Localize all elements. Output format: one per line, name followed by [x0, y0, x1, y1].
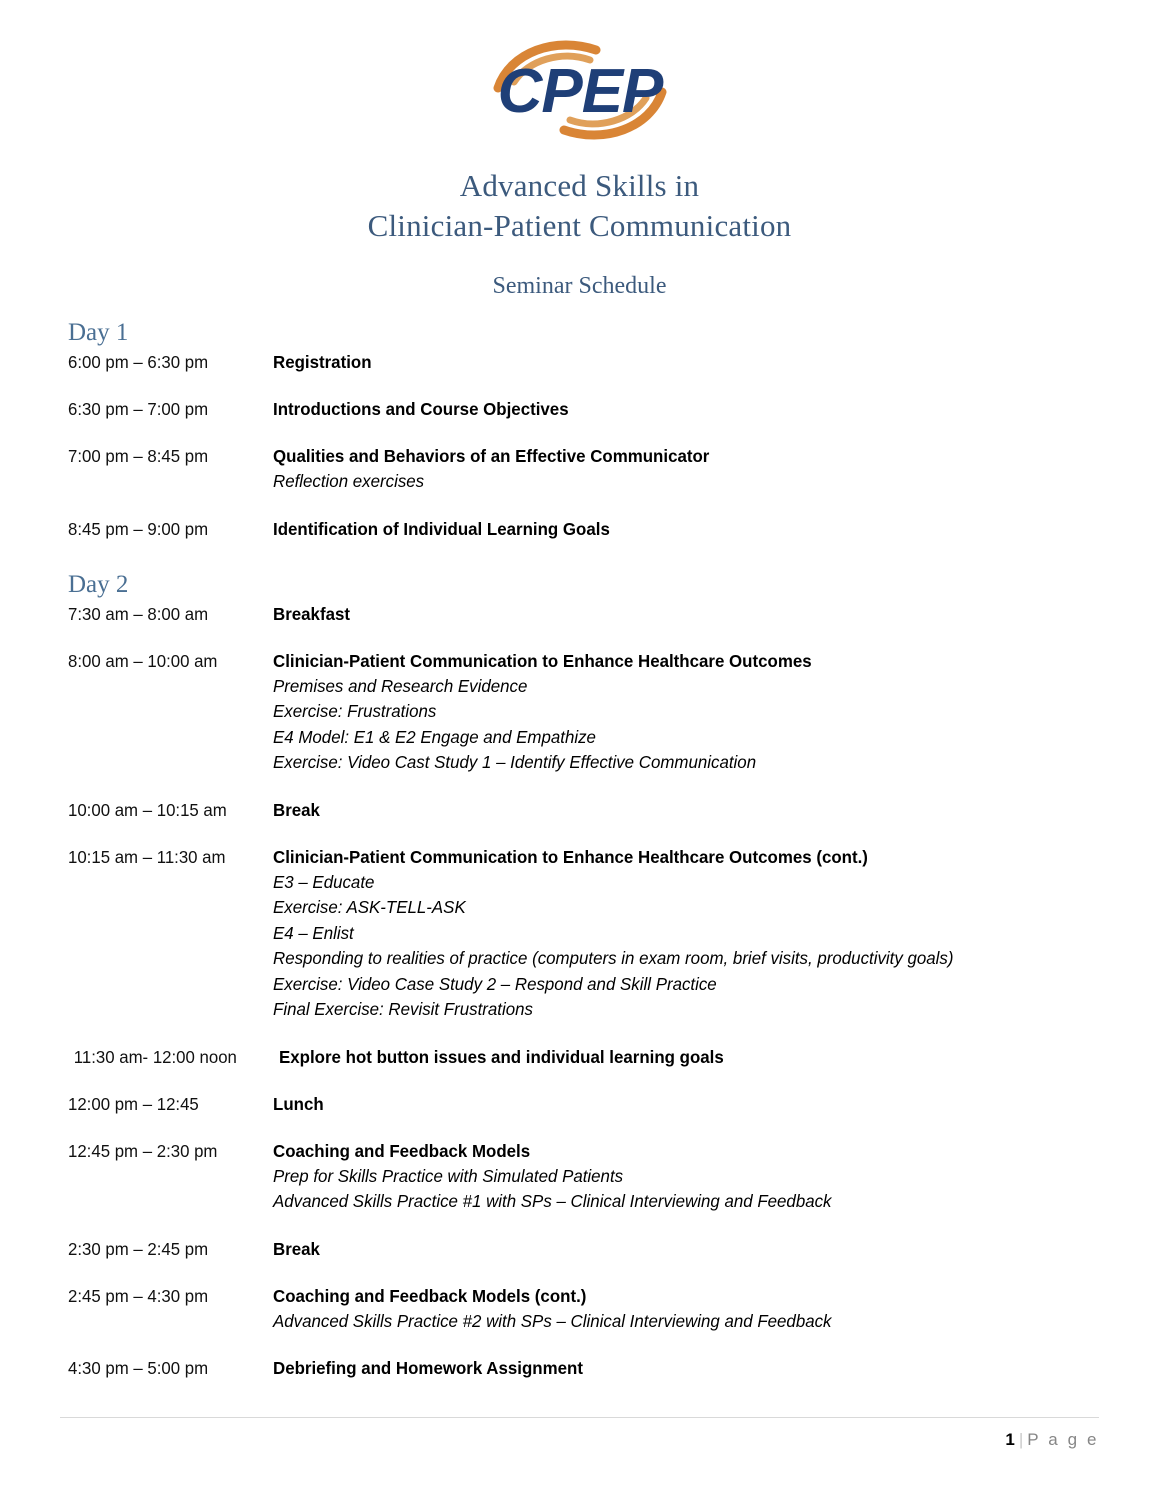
schedule-subitem: Advanced Skills Practice #2 with SPs – Clinical Interviewing and Feedback [273, 1310, 832, 1331]
schedule-subitem: Reflection exercises [273, 471, 425, 491]
title-block [0, 166, 1159, 302]
schedule-detail [273, 1139, 1099, 1215]
schedule-time: 8:00 am – 10:00 am [68, 650, 218, 671]
day-heading-2: Day 2 [68, 570, 129, 598]
schedule-row [68, 1284, 1099, 1335]
schedule-row [68, 1139, 1099, 1215]
page-title-line1: Advanced Skills in [459, 168, 700, 203]
schedule-detail [279, 1045, 1099, 1070]
schedule-title: Registration [273, 352, 372, 372]
schedule-subitem: E3 – Educate [273, 871, 375, 892]
schedule-row [68, 444, 1099, 495]
footer-page-label [60, 1418, 1099, 1452]
schedule-row [68, 845, 1099, 1023]
schedule-row [68, 1092, 1099, 1117]
schedule-detail [273, 845, 1099, 1023]
schedule-title: Debriefing and Homework Assignment [273, 1358, 583, 1378]
schedule-title: Lunch [273, 1093, 324, 1114]
svg-text:CPEP: CPEP [497, 57, 662, 126]
schedule-subitem: Prep for Skills Practice with Simulated Patients [273, 1165, 624, 1186]
schedule-detail [273, 444, 1099, 495]
day-heading-1: Day 1 [68, 319, 129, 346]
schedule-title: Break [273, 799, 320, 820]
schedule-row [68, 517, 1099, 542]
schedule-subitem: Exercise: Frustrations [273, 701, 437, 721]
schedule-time: 6:30 pm – 7:00 pm [68, 399, 209, 419]
schedule-subitem: Exercise: Video Case Study 2 – Respond and Skill Practice [273, 973, 717, 994]
schedule-title: Coaching and Feedback Models (cont.) [273, 1285, 587, 1306]
schedule-title: Qualities and Behaviors of an Effective Communicator [273, 446, 710, 466]
schedule-subitem: Final Exercise: Revisit Frustrations [273, 999, 533, 1019]
cpep-logo [470, 30, 690, 150]
seminar-schedule [0, 318, 1159, 1381]
footer-page-number: 1 [1005, 1430, 1015, 1449]
schedule-title: Breakfast [273, 603, 350, 624]
schedule-detail [273, 602, 1099, 627]
schedule-subitem: Exercise: ASK-TELL-ASK [273, 897, 466, 917]
page-title-line2: Clinician-Patient Communication [367, 208, 792, 243]
schedule-title: Clinician-Patient Communication to Enhance Healthcare Outcomes (cont.) [273, 846, 868, 867]
schedule-time: 7:30 am – 8:00 am [68, 603, 209, 624]
schedule-detail [273, 1237, 1099, 1262]
schedule-subitem: E4 – Enlist [273, 922, 354, 943]
schedule-row [68, 397, 1099, 422]
schedule-time: 10:00 am – 10:15 am [68, 799, 227, 820]
schedule-row [68, 350, 1099, 375]
cpep-logo-icon [470, 30, 690, 150]
schedule-detail [273, 517, 1099, 542]
schedule-detail [273, 649, 1099, 776]
schedule-row [68, 1045, 1099, 1070]
schedule-row [68, 1356, 1099, 1381]
page-footer [60, 1417, 1099, 1452]
schedule-title: Introductions and Course Objectives [273, 399, 569, 419]
schedule-time: 12:00 pm – 12:45 [68, 1093, 199, 1114]
schedule-subitem: Advanced Skills Practice #1 with SPs – Clinical Interviewing and Feedback [273, 1191, 832, 1211]
schedule-time: 8:45 pm – 9:00 pm [68, 518, 209, 539]
schedule-subitem: Exercise: Video Cast Study 1 – Identify Effective Communication [273, 752, 757, 772]
schedule-title: Explore hot button issues and individual learning goals [279, 1046, 724, 1067]
schedule-title: Coaching and Feedback Models [273, 1140, 531, 1161]
schedule-time: 12:45 pm – 2:30 pm [68, 1140, 218, 1161]
schedule-title: Break [273, 1238, 320, 1259]
schedule-row [68, 602, 1099, 627]
schedule-title: Clinician-Patient Communication to Enhance Healthcare Outcomes [273, 650, 812, 671]
schedule-time: 2:45 pm – 4:30 pm [68, 1285, 209, 1306]
schedule-detail [273, 1284, 1099, 1335]
footer-separator: | [1018, 1430, 1024, 1449]
schedule-row [68, 649, 1099, 776]
schedule-time: 2:30 pm – 2:45 pm [68, 1238, 209, 1259]
schedule-detail [273, 798, 1099, 823]
schedule-time: 7:00 pm – 8:45 pm [68, 446, 209, 466]
schedule-detail [273, 1092, 1099, 1117]
schedule-detail [273, 1356, 1099, 1381]
schedule-detail [273, 397, 1099, 422]
schedule-time: 11:30 am- 12:00 noon [73, 1046, 237, 1067]
logo-block [0, 0, 1159, 150]
schedule-row [68, 1237, 1099, 1262]
schedule-detail [273, 350, 1099, 375]
schedule-time: 6:00 pm – 6:30 pm [68, 352, 209, 372]
schedule-subitem: Responding to realities of practice (computers in exam room, brief visits, productivity goals) [273, 948, 954, 968]
schedule-row [68, 798, 1099, 823]
schedule-title: Identification of Individual Learning Goals [273, 518, 610, 539]
schedule-time: 10:15 am – 11:30 am [68, 846, 226, 867]
schedule-subitem: E4 Model: E1 & E2 Engage and Empathize [273, 726, 596, 747]
schedule-subitem: Premises and Research Evidence [273, 675, 528, 696]
footer-page-word: P a g e [1027, 1430, 1099, 1449]
schedule-time: 4:30 pm – 5:00 pm [68, 1358, 209, 1378]
page-subtitle: Seminar Schedule [492, 273, 667, 299]
